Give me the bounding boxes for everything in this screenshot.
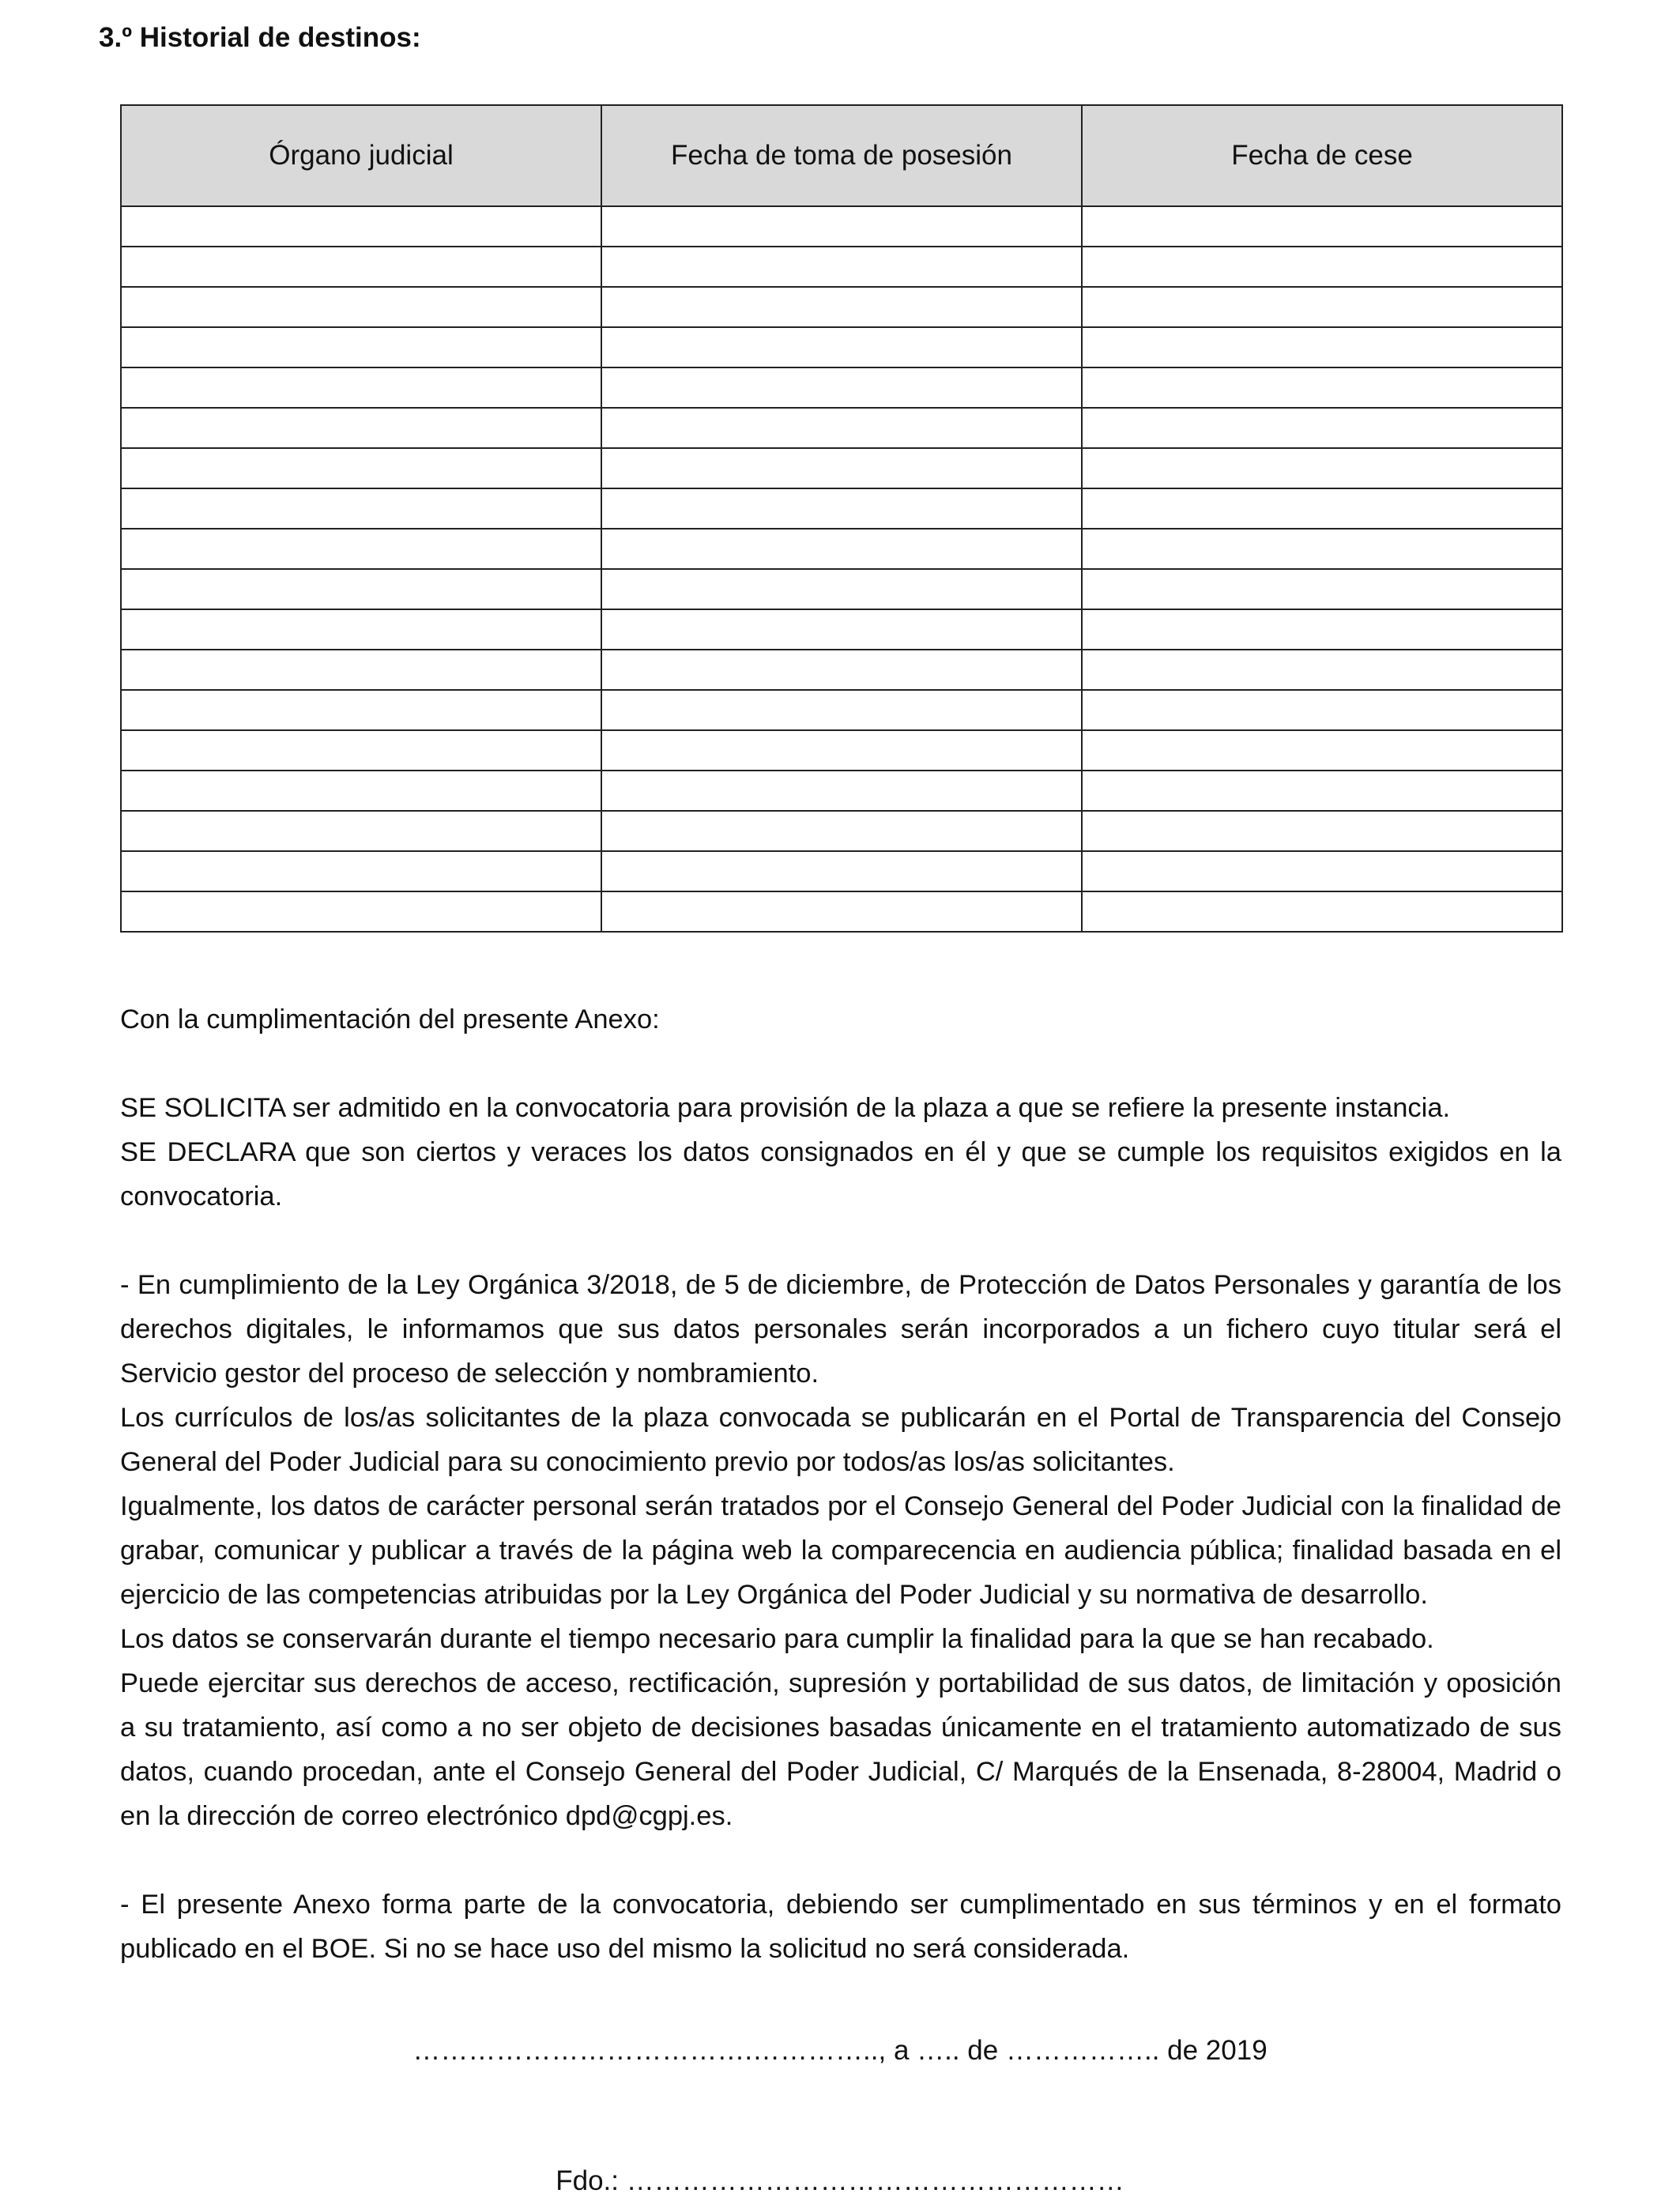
destinations-table [120, 104, 1563, 933]
fecha-toma-cell[interactable] [601, 690, 1082, 730]
table-row [121, 247, 1562, 287]
fecha-cese-cell[interactable] [1082, 488, 1562, 529]
conservacion-paragraph: Los datos se conservarán durante el tiempo necesario para cumplir la finalidad para la que se han recabado. [120, 1624, 1434, 1654]
fecha-toma-cell[interactable] [601, 730, 1082, 771]
table-row [121, 771, 1562, 811]
fecha-toma-cell[interactable] [601, 287, 1082, 327]
annex-text [120, 997, 1561, 1971]
fecha-cese-cell[interactable] [1082, 851, 1562, 891]
fecha-toma-cell[interactable] [601, 609, 1082, 650]
fecha-cese-cell[interactable] [1082, 529, 1562, 569]
organo-cell[interactable] [121, 529, 601, 569]
section-title: 3.º Historial de destinos: [99, 22, 421, 53]
anexo-paragraph: - El presente Anexo forma parte de la convocatoria, debiendo ser cumplimentado en sus términos y en el formato publicado en el BOE. Si no se hace uso del mismo la solicitud no será considerada. [120, 1890, 1561, 1964]
organo-cell[interactable] [121, 650, 601, 690]
fecha-cese-cell[interactable] [1082, 811, 1562, 851]
fecha-cese-cell[interactable] [1082, 367, 1562, 408]
fecha-toma-cell[interactable] [601, 771, 1082, 811]
organo-cell[interactable] [121, 247, 601, 287]
table-row [121, 408, 1562, 448]
table-row [121, 206, 1562, 247]
table-row [121, 367, 1562, 408]
fecha-cese-cell[interactable] [1082, 569, 1562, 609]
curriculos-paragraph: Los currículos de los/as solicitantes de la plaza convocada se publicarán en el Portal de Transparencia del Consejo General del Poder Judicial para su conocimiento previo por todos/as los/as solicitantes. [120, 1403, 1561, 1477]
table-row [121, 569, 1562, 609]
table-row [121, 488, 1562, 529]
fecha-cese-cell[interactable] [1082, 730, 1562, 771]
column-header-organo: Órgano judicial [121, 105, 601, 206]
table-row [121, 891, 1562, 932]
fecha-toma-cell[interactable] [601, 529, 1082, 569]
organo-cell[interactable] [121, 448, 601, 488]
fecha-cese-cell[interactable] [1082, 408, 1562, 448]
organo-cell[interactable] [121, 287, 601, 327]
organo-cell[interactable] [121, 206, 601, 247]
intro-paragraph: Con la cumplimentación del presente Anexo: [120, 1004, 660, 1034]
organo-cell[interactable] [121, 730, 601, 771]
date-line: ……………………………….………….., a ….. de …………….. de 2019 [412, 2035, 1268, 2066]
table-row [121, 529, 1562, 569]
organo-cell[interactable] [121, 891, 601, 932]
solicita-paragraph: SE SOLICITA ser admitido en la convocatoria para provisión de la plaza a que se refiere la presente instancia. [120, 1093, 1451, 1123]
fecha-toma-cell[interactable] [601, 569, 1082, 609]
table-body [121, 206, 1562, 932]
fecha-cese-cell[interactable] [1082, 448, 1562, 488]
organo-cell[interactable] [121, 771, 601, 811]
table-row [121, 730, 1562, 771]
fecha-cese-cell[interactable] [1082, 247, 1562, 287]
fecha-cese-cell[interactable] [1082, 650, 1562, 690]
table-row [121, 811, 1562, 851]
fecha-toma-cell[interactable] [601, 367, 1082, 408]
fecha-cese-cell[interactable] [1082, 690, 1562, 730]
table-row [121, 448, 1562, 488]
organo-cell[interactable] [121, 690, 601, 730]
column-header-fecha-toma: Fecha de toma de posesión [601, 105, 1082, 206]
organo-cell[interactable] [121, 811, 601, 851]
igualmente-paragraph: Igualmente, los datos de carácter personal serán tratados por el Consejo General del Poder Judicial con la finalidad de grabar, comunicar y publicar a través de la página web la comparecencia en audiencia pública; finalidad basada en el ejercicio de las competencias atribuidas por la Ley Orgánica del Poder Judicial y su normativa de desarrollo. [120, 1491, 1561, 1610]
column-header-fecha-cese: Fecha de cese [1082, 105, 1562, 206]
derechos-paragraph: Puede ejercitar sus derechos de acceso, rectificación, supresión y portabilidad de sus datos, de limitación y oposición a su tratamiento, así como a no ser objeto de decisiones basadas únicamente en el tratamiento automatizado de sus datos, cuando procedan, ante el Consejo General del Poder Judicial, C/ Marqués de la Ensenada, 8-28004, Madrid o en la dirección de correo electrónico dpd@cgpj.es. [120, 1668, 1561, 1831]
organo-cell[interactable] [121, 488, 601, 529]
fecha-toma-cell[interactable] [601, 448, 1082, 488]
fecha-cese-cell[interactable] [1082, 771, 1562, 811]
declara-paragraph: SE DECLARA que son ciertos y veraces los datos consignados en él y que se cumple los requisitos exigidos en la convocatoria. [120, 1137, 1561, 1212]
table-row [121, 650, 1562, 690]
fecha-cese-cell[interactable] [1082, 287, 1562, 327]
table-row [121, 851, 1562, 891]
table-row [121, 327, 1562, 367]
fecha-toma-cell[interactable] [601, 650, 1082, 690]
fecha-cese-cell[interactable] [1082, 609, 1562, 650]
organo-cell[interactable] [121, 851, 601, 891]
organo-cell[interactable] [121, 408, 601, 448]
fecha-toma-cell[interactable] [601, 206, 1082, 247]
fecha-toma-cell[interactable] [601, 851, 1082, 891]
fecha-toma-cell[interactable] [601, 247, 1082, 287]
table-row [121, 287, 1562, 327]
organo-cell[interactable] [121, 609, 601, 650]
fecha-toma-cell[interactable] [601, 408, 1082, 448]
fecha-toma-cell[interactable] [601, 891, 1082, 932]
fecha-cese-cell[interactable] [1082, 206, 1562, 247]
table-row [121, 690, 1562, 730]
fecha-toma-cell[interactable] [601, 327, 1082, 367]
table-row [121, 609, 1562, 650]
organo-cell[interactable] [121, 327, 601, 367]
fecha-cese-cell[interactable] [1082, 327, 1562, 367]
signature-line: Fdo.: ……………………………………………… [556, 2165, 1124, 2196]
fecha-cese-cell[interactable] [1082, 891, 1562, 932]
organo-cell[interactable] [121, 367, 601, 408]
organo-cell[interactable] [121, 569, 601, 609]
fecha-toma-cell[interactable] [601, 488, 1082, 529]
fecha-toma-cell[interactable] [601, 811, 1082, 851]
table-header-row [121, 105, 1562, 206]
ley-proteccion-datos-paragraph: - En cumplimiento de la Ley Orgánica 3/2018, de 5 de diciembre, de Protección de Datos Personales y garantía de los derechos digitales, le informamos que sus datos personales serán incorporados a un fichero cuyo titular será el Servicio gestor del proceso de selección y nombramiento. [120, 1270, 1561, 1389]
